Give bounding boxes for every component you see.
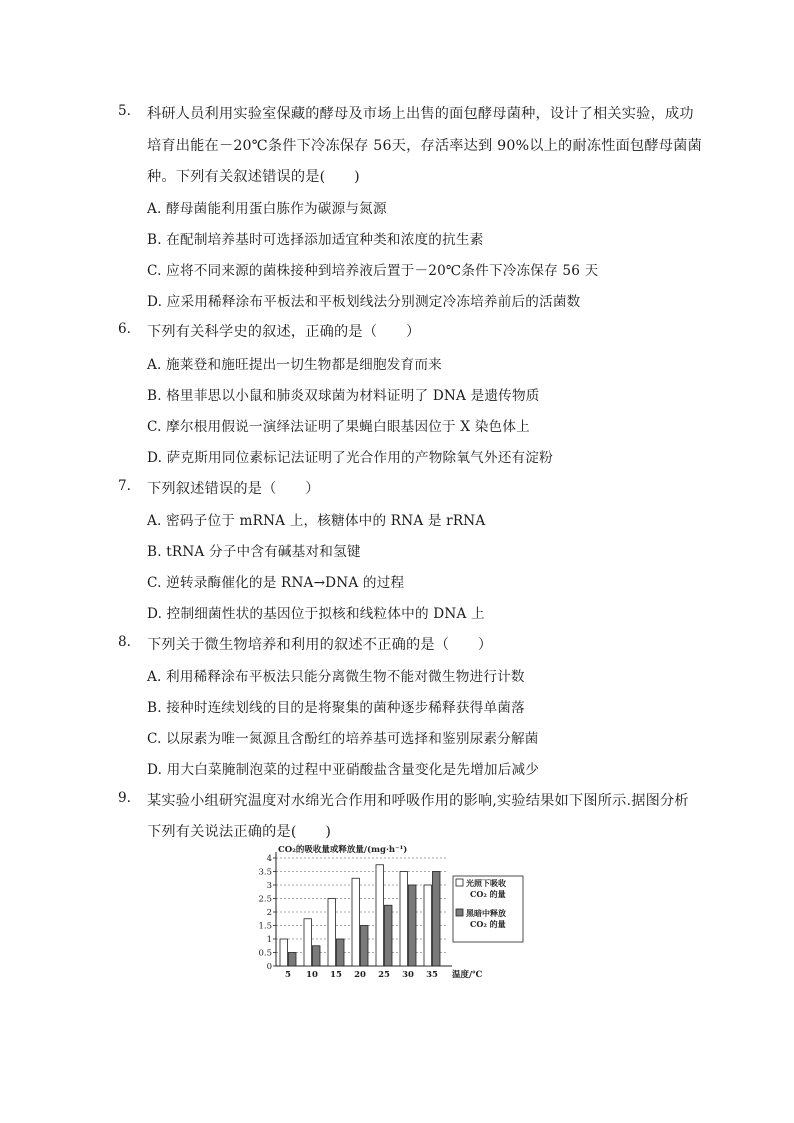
legend-label: 光照下吸收 — [466, 878, 506, 888]
y-axis-label: CO₂的吸收量或释放量/(mg·h⁻¹) — [278, 845, 408, 855]
option-d[interactable]: D. 应采用稀释涂布平板法和平板划线法分别测定冷冻培养前后的活菌数 — [147, 294, 581, 310]
option-c[interactable]: C. 以尿素为唯一氮源且含酚红的培养基可选择和鉴别尿素分解菌 — [147, 731, 539, 747]
bar-dark-release — [409, 885, 417, 966]
y-tick-label: 4 — [266, 854, 272, 864]
option-b[interactable]: B. 接种时连续划线的目的是将聚集的菌种逐步稀释获得单菌落 — [147, 700, 525, 716]
option-d[interactable]: D. 萨克斯用同位素标记法证明了光合作用的产物除氧气外还有淀粉 — [147, 450, 553, 466]
legend-label: 黑暗中释放 — [466, 908, 506, 918]
question-stem-line: 下列关于微生物培养和利用的叙述不正确的是（ ） — [147, 637, 493, 653]
x-tick-label: 20 — [354, 970, 366, 980]
x-tick-label: 10 — [306, 970, 318, 980]
bar-dark-release — [385, 905, 393, 966]
y-tick-label: 3.5 — [258, 867, 272, 878]
bar-light-absorb — [376, 865, 384, 966]
question-number: 7. — [118, 478, 131, 494]
y-tick-label: 0.5 — [258, 948, 272, 959]
question-stem-line: 下列有关说法正确的是( ) — [147, 824, 332, 840]
option-c[interactable]: C. 应将不同来源的菌株接种到培养液后置于－20℃条件下冷冻保存 56 天 — [147, 263, 599, 279]
question-number: 8. — [118, 634, 131, 650]
legend-label: CO₂ 的量 — [470, 919, 506, 929]
bar-dark-release — [433, 872, 441, 967]
question-number: 6. — [118, 321, 131, 337]
question-stem-line: 种。下列有关叙述错误的是( ) — [147, 169, 360, 185]
bar-light-absorb — [328, 899, 336, 967]
question-stem-line: 下列有关科学史的叙述，正确的是（ ） — [147, 324, 421, 340]
question-stem-line: 某实验小组研究温度对水绵光合作用和呼吸作用的影响,实验结果如下图所示.据图分析 — [147, 793, 689, 809]
y-tick-label: 2 — [266, 908, 272, 918]
bar-light-absorb — [280, 939, 288, 966]
y-tick-label: 1 — [266, 935, 272, 945]
question-stem-line: 科研人员利用实验室保藏的酵母及市场上出售的面包酵母菌种，设计了相关实验，成功 — [147, 106, 694, 122]
option-d[interactable]: D. 控制细菌性状的基因位于拟核和线粒体中的 DNA 上 — [147, 606, 485, 622]
x-tick-label: 35 — [426, 970, 438, 980]
legend-swatch — [456, 879, 463, 886]
chart-svg — [258, 842, 506, 992]
bar-light-absorb — [424, 885, 432, 966]
option-c[interactable]: C. 摩尔根用假说一演绎法证明了果蝇白眼基因位于 X 染色体上 — [147, 419, 530, 435]
x-tick-label: 25 — [378, 970, 390, 980]
y-tick-label: 1.5 — [258, 921, 272, 932]
x-tick-label: 5 — [285, 970, 291, 980]
x-tick-label: 30 — [402, 970, 414, 980]
option-a[interactable]: A. 施莱登和施旺提出一切生物都是细胞发育而来 — [147, 357, 442, 373]
option-a[interactable]: A. 利用稀释涂布平板法只能分离微生物不能对微生物进行计数 — [147, 669, 525, 685]
y-tick-label: 0 — [266, 962, 272, 972]
bar-dark-release — [337, 939, 345, 966]
x-tick-label: 15 — [330, 970, 342, 980]
legend-label: CO₂ 的量 — [470, 889, 506, 899]
y-tick-label: 3 — [266, 881, 272, 891]
bar-light-absorb — [400, 872, 408, 967]
bar-dark-release — [313, 946, 321, 966]
bar-dark-release — [361, 926, 369, 967]
option-b[interactable]: B. 格里菲思以小鼠和肺炎双球菌为材料证明了 DNA 是遗传物质 — [147, 388, 540, 404]
option-a[interactable]: A. 密码子位于 mRNA 上，核糖体中的 RNA 是 rRNA — [147, 513, 486, 529]
question-number: 9. — [118, 790, 131, 806]
bar-dark-release — [289, 953, 297, 967]
y-tick-label: 2.5 — [258, 894, 272, 905]
legend-swatch — [456, 909, 463, 916]
option-b[interactable]: B. 在配制培养基时可选择添加适宜种类和浓度的抗生素 — [147, 232, 484, 248]
question-number: 5. — [118, 103, 131, 119]
bar-light-absorb — [352, 878, 360, 966]
option-a[interactable]: A. 酵母菌能利用蛋白胨作为碳源与氮源 — [147, 201, 387, 217]
question-stem-line: 培育出能在－20℃条件下冷冻保存 56天，存活率达到 90%以上的耐冻性面包酵母菌菌 — [147, 138, 702, 154]
x-axis-label: 温度/℃ — [452, 970, 483, 980]
option-d[interactable]: D. 用大白菜腌制泡菜的过程中亚硝酸盐含量变化是先增加后减少 — [147, 762, 540, 778]
question-stem-line: 下列叙述错误的是（ ） — [147, 481, 320, 497]
co2-bar-chart — [258, 842, 506, 992]
option-c[interactable]: C. 逆转录酶催化的是 RNA→DNA 的过程 — [147, 575, 405, 591]
option-b[interactable]: B. tRNA 分子中含有碱基对和氢键 — [147, 544, 361, 560]
bar-light-absorb — [304, 919, 312, 966]
